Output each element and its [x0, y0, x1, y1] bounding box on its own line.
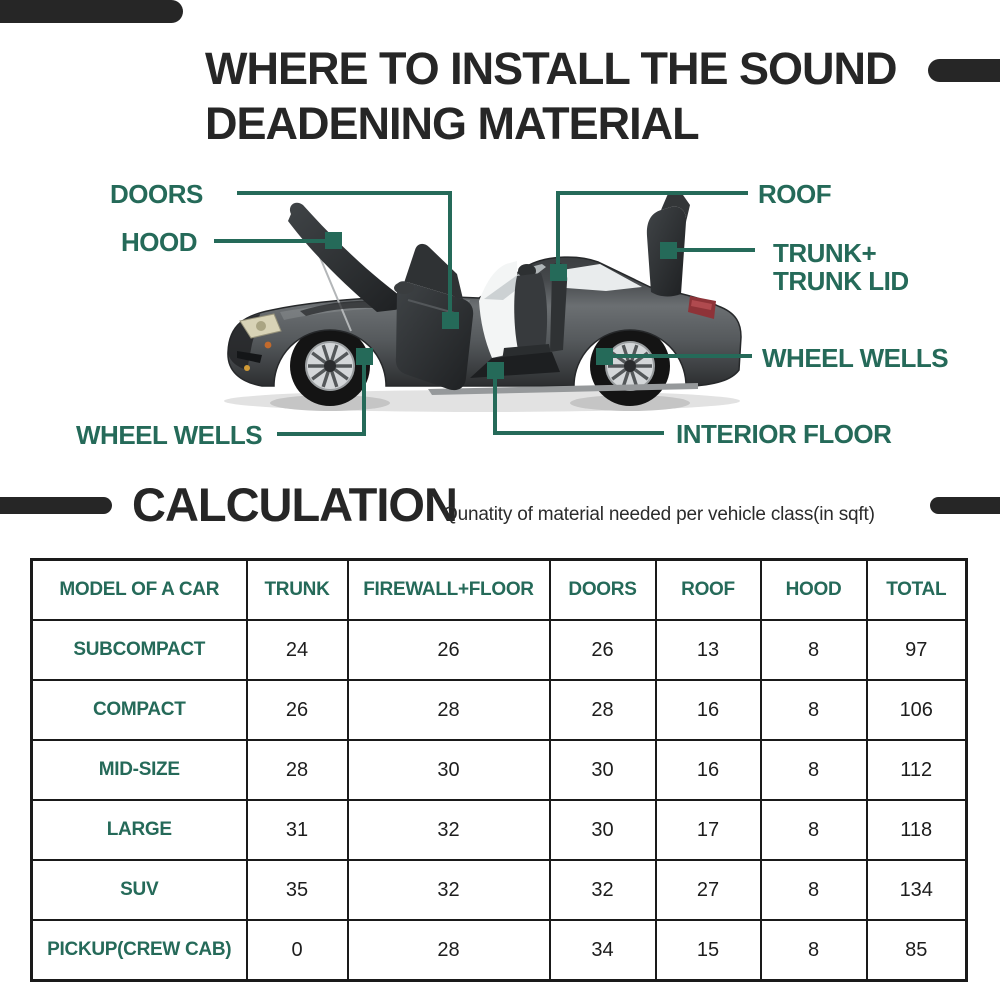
- label-doors: DOORS: [110, 179, 203, 209]
- table-row: [32, 860, 967, 920]
- col-doors: DOORS: [550, 560, 656, 621]
- col-hood: HOOD: [761, 560, 867, 621]
- cell-hood: 8: [761, 740, 867, 800]
- headlight-lens: [256, 321, 266, 331]
- row-model: MID-SIZE: [32, 740, 247, 800]
- cell-hood: 8: [761, 620, 867, 680]
- col-roof: ROOF: [656, 560, 761, 621]
- label-trunk: [773, 239, 909, 295]
- label-wheel-wells-left: WHEEL WELLS: [76, 420, 263, 450]
- cell-firewall-floor: 30: [348, 740, 550, 800]
- cell-trunk: 24: [247, 620, 348, 680]
- table-header-row: [32, 560, 967, 621]
- cell-doors: 30: [550, 740, 656, 800]
- table-row: [32, 740, 967, 800]
- cell-doors: 32: [550, 860, 656, 920]
- open-hood-panel: [288, 203, 403, 312]
- cell-total: 85: [867, 920, 967, 981]
- calculation-subtitle: Qunatity of material needed per vehicle class(in sqft): [443, 504, 875, 525]
- material-table: [30, 558, 968, 982]
- cell-hood: 8: [761, 680, 867, 740]
- cell-trunk: 0: [247, 920, 348, 981]
- title-line-1: WHERE TO INSTALL THE SOUND: [205, 43, 897, 94]
- cell-total: 97: [867, 620, 967, 680]
- cell-hood: 8: [761, 920, 867, 981]
- cell-roof: 27: [656, 860, 761, 920]
- cell-doors: 30: [550, 800, 656, 860]
- cell-trunk: 26: [247, 680, 348, 740]
- cell-trunk: 31: [247, 800, 348, 860]
- title-bar-left: [0, 0, 183, 23]
- label-trunk-line-1: TRUNK+: [773, 238, 877, 268]
- calc-bar-right: [930, 497, 1000, 514]
- row-model: SUV: [32, 860, 247, 920]
- page-title: [205, 42, 897, 152]
- cell-total: 118: [867, 800, 967, 860]
- open-trunk-lid: [647, 207, 686, 297]
- label-roof: ROOF: [758, 179, 832, 209]
- cell-hood: 8: [761, 860, 867, 920]
- side-marker: [265, 342, 272, 349]
- cell-roof: 15: [656, 920, 761, 981]
- cell-doors: 28: [550, 680, 656, 740]
- calc-bar-left: [0, 497, 112, 514]
- label-interior-floor: INTERIOR FLOOR: [676, 419, 892, 449]
- cell-roof: 16: [656, 740, 761, 800]
- cell-roof: 13: [656, 620, 761, 680]
- title-bar-right: [928, 59, 1000, 82]
- lower-marker: [244, 365, 250, 371]
- cell-doors: 26: [550, 620, 656, 680]
- col-total: TOTAL: [867, 560, 967, 621]
- cell-roof: 17: [656, 800, 761, 860]
- cell-firewall-floor: 32: [348, 860, 550, 920]
- cell-total: 134: [867, 860, 967, 920]
- table-row: [32, 620, 967, 680]
- side-mirror: [394, 282, 414, 294]
- row-model: COMPACT: [32, 680, 247, 740]
- table-row: [32, 680, 967, 740]
- col-trunk: TRUNK: [247, 560, 348, 621]
- cell-trunk: 28: [247, 740, 348, 800]
- col-model: MODEL OF A CAR: [32, 560, 247, 621]
- cell-trunk: 35: [247, 860, 348, 920]
- label-hood: HOOD: [121, 227, 197, 257]
- car-illustration: [200, 195, 760, 425]
- table-row: [32, 920, 967, 981]
- title-line-2: DEADENING MATERIAL: [205, 97, 699, 149]
- cell-hood: 8: [761, 800, 867, 860]
- cell-firewall-floor: 32: [348, 800, 550, 860]
- col-firewall-floor: FIREWALL+FLOOR: [348, 560, 550, 621]
- cell-total: 112: [867, 740, 967, 800]
- cell-doors: 34: [550, 920, 656, 981]
- row-model: LARGE: [32, 800, 247, 860]
- row-model: SUBCOMPACT: [32, 620, 247, 680]
- cell-total: 106: [867, 680, 967, 740]
- cell-firewall-floor: 26: [348, 620, 550, 680]
- calculation-heading: CALCULATION: [132, 478, 457, 531]
- label-wheel-wells-right: WHEEL WELLS: [762, 343, 949, 373]
- table-row: [32, 800, 967, 860]
- cell-firewall-floor: 28: [348, 680, 550, 740]
- label-trunk-line-2: TRUNK LID: [773, 266, 909, 297]
- cell-roof: 16: [656, 680, 761, 740]
- cell-firewall-floor: 28: [348, 920, 550, 981]
- row-model: PICKUP(CREW CAB): [32, 920, 247, 981]
